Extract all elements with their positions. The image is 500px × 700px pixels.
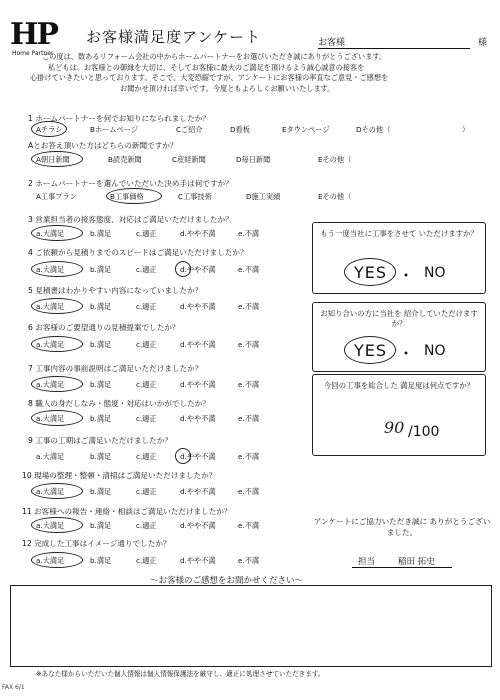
overall-score-question: 今回の工事を総合した 満足度は何点ですか？ <box>323 381 475 390</box>
rating-option[interactable]: c.適正 <box>136 302 157 311</box>
rating-option[interactable]: a.大満足 <box>36 414 65 423</box>
comment-header: ～お客様のご感想をお聞かせください～ <box>150 576 304 586</box>
rating-option[interactable]: c.適正 <box>136 521 157 530</box>
question-6-title: 6 お客様のご要望通りの見積提案でしたか？ <box>28 323 180 332</box>
rating-option[interactable]: b.満足 <box>90 556 112 565</box>
overall-score-box <box>312 374 486 456</box>
rating-option[interactable]: c.適正 <box>136 380 157 389</box>
question-4-title: 4 ご依頼から見積りまでのスピードはご満足いただけましたか？ <box>28 248 248 257</box>
selection-circle <box>31 336 83 352</box>
question-1-title: 1 ホームパートナーを何でお知りになられましたか？ <box>28 114 210 123</box>
rating-option[interactable]: b.満足 <box>90 302 112 311</box>
selection-circle <box>31 376 83 392</box>
rating-option[interactable]: e.不満 <box>238 340 260 349</box>
rating-option[interactable]: a.大満足 <box>36 302 65 311</box>
selection-circle <box>31 151 83 167</box>
rating-option[interactable]: d.やや不満 <box>180 340 216 349</box>
q1-option[interactable]: Dその他（ <box>356 125 391 134</box>
question-5-title: 5 見積書はわかりやすい内容になっていましたか？ <box>28 286 203 295</box>
rating-option[interactable]: d.やや不満 <box>180 521 216 530</box>
q1a-option[interactable]: B読売新聞 <box>108 155 142 164</box>
q1-option[interactable]: Eタウンページ <box>282 125 330 134</box>
rating-option[interactable]: d.やや不満 <box>180 556 216 565</box>
rating-option[interactable]: a.大満足 <box>36 229 65 238</box>
referral-no[interactable]: NO <box>424 343 446 359</box>
selection-circle <box>31 517 83 533</box>
rating-option[interactable]: a.大満足 <box>36 452 65 461</box>
selection-circle <box>31 225 83 241</box>
rating-option[interactable]: e.不満 <box>238 414 260 423</box>
selection-circle <box>106 188 162 204</box>
referral-yes[interactable]: YES <box>354 341 388 360</box>
intro-line: この度は、数あるリフォーム会社の中からホームパートナーをお選びいただき誠にありがとうございます。 <box>42 52 387 61</box>
rating-option[interactable]: d.やや不満 <box>180 302 216 311</box>
q1a-option[interactable]: Eその他（ <box>318 155 352 164</box>
referral-question: お知り合いの方に当社を 紹介していただけますか？ <box>320 309 478 328</box>
staff-underline <box>352 567 452 568</box>
yes-no-separator: ・ <box>398 344 416 363</box>
rating-option[interactable]: a.大満足 <box>36 265 65 274</box>
question-7-title: 7 工事内容の事前説明はご満足いただけましたか？ <box>28 364 203 373</box>
intro-text <box>30 52 490 94</box>
rating-option[interactable]: e.不満 <box>238 556 260 565</box>
customer-name-suffix: 様 <box>478 38 488 48</box>
logo-subtitle: Home Partner <box>12 50 54 57</box>
rating-option[interactable]: d.やや不満 <box>180 229 216 238</box>
selection-circle <box>31 552 83 568</box>
q1a-option[interactable]: D毎日新聞 <box>236 155 271 164</box>
rating-option[interactable]: d.やや不満 <box>180 452 216 461</box>
rating-option[interactable]: c.適正 <box>136 487 157 496</box>
rating-option[interactable]: c.適正 <box>136 452 157 461</box>
q2-option[interactable]: C工事技術 <box>178 192 212 201</box>
selection-circle <box>31 298 83 314</box>
q1-option[interactable]: Cご紹介 <box>176 125 203 134</box>
intro-line: お聞かせ頂ければ幸いです。今度ともよろしくお願いいたします。 <box>120 83 335 93</box>
rating-option[interactable]: d.やや不満 <box>180 265 216 274</box>
rating-option[interactable]: a.大満足 <box>36 521 65 530</box>
selection-circle <box>31 261 83 277</box>
rating-option[interactable]: a.大満足 <box>36 340 65 349</box>
question-3-title: 3 営業担当者の接客態度、対応はご満足いただけましたか？ <box>28 215 233 224</box>
rating-option[interactable]: b.満足 <box>90 414 112 423</box>
repeat-no[interactable]: NO <box>424 265 446 281</box>
repeat-order-question: もう一度当社に工事をさせて いただけますか？ <box>320 229 478 238</box>
q1a-option[interactable]: C産経新聞 <box>172 155 206 164</box>
repeat-yes[interactable]: YES <box>354 263 388 282</box>
rating-option[interactable]: b.満足 <box>90 380 112 389</box>
rating-option[interactable]: b.満足 <box>90 487 112 496</box>
rating-option[interactable]: b.満足 <box>90 521 112 530</box>
staff-label: 担当 <box>358 557 376 567</box>
rating-option[interactable]: c.適正 <box>136 229 157 238</box>
customer-name-label: お客様 <box>318 38 346 48</box>
rating-option[interactable]: b.満足 <box>90 229 112 238</box>
survey-title: お客様満足度アンケート <box>86 28 262 46</box>
rating-option[interactable]: b.満足 <box>90 265 112 274</box>
selection-circle <box>31 483 83 499</box>
q1a-option[interactable]: A朝日新聞 <box>36 155 70 164</box>
selection-circle <box>31 410 83 426</box>
rating-option[interactable]: e.不満 <box>238 302 260 311</box>
customer-name-field[interactable] <box>318 48 470 49</box>
rating-option[interactable]: b.満足 <box>90 452 112 461</box>
rating-option[interactable]: e.不満 <box>238 265 260 274</box>
comment-area[interactable] <box>10 585 492 667</box>
rating-option[interactable]: c.適正 <box>136 265 157 274</box>
question-8-title: 8 職人の身だしなみ・態度・対応はいかがでしたか？ <box>28 399 210 408</box>
thanks-message: アンケートにご協力いただき誠に ありがとうございました。 <box>313 517 491 537</box>
q2-option[interactable]: B工事価格 <box>110 192 144 201</box>
selection-circle <box>175 448 191 464</box>
rating-option[interactable]: e.不満 <box>238 452 260 461</box>
fax-mark: FAX 6/1 <box>2 684 25 691</box>
rating-option[interactable]: d.やや不満 <box>180 380 216 389</box>
q1-option[interactable]: D看板 <box>230 125 250 134</box>
rating-option[interactable]: c.適正 <box>136 414 157 423</box>
handwritten-score[interactable]: 90 <box>384 418 405 437</box>
q2-option[interactable]: Eその他（ <box>318 192 352 201</box>
question-10-title: 10 現場の整理・整頓・清掃はご満足いただけましたか？ <box>22 471 217 480</box>
rating-option[interactable]: c.適正 <box>136 556 157 565</box>
score-total: /100 <box>408 424 440 440</box>
q2-option[interactable]: A工事プラン <box>36 192 77 201</box>
q1-option[interactable]: Bホームページ <box>90 125 138 134</box>
question-11-title: 11 お客様への報告・連絡・相談はご満足いただけましたか？ <box>22 507 232 516</box>
rating-option[interactable]: c.適正 <box>136 340 157 349</box>
rating-option[interactable]: b.満足 <box>90 340 112 349</box>
question-9-title: 9 工事の工期はご満足いただけましたか？ <box>28 436 172 445</box>
question-2-title: 2 ホームパートナーを選んでいただいた決め手は何ですか？ <box>28 179 233 188</box>
rating-option[interactable]: a.大満足 <box>36 556 65 565</box>
rating-option[interactable]: d.やや不満 <box>180 414 216 423</box>
logo-mark: HP <box>10 17 57 52</box>
privacy-notice: ※あなた様からいただいた個人情報は個人情報保護法を厳守し、適正に処理させていただきます。 <box>36 670 325 678</box>
rating-option[interactable]: d.やや不満 <box>180 487 216 496</box>
intro-line: 心掛けていきたいと思っております。そこで、大変恐縮ですが、アンケートにお客様の率直なご意見・ご感想を <box>30 73 389 82</box>
selection-circle <box>175 261 191 277</box>
rating-option[interactable]: e.不満 <box>238 521 260 530</box>
rating-option[interactable]: a.大満足 <box>36 487 65 496</box>
question-12-title: 12 完成した工事はイメージ通りでしたか？ <box>22 539 171 548</box>
q1-option[interactable]: Aチラシ <box>36 125 63 134</box>
rating-option[interactable]: e.不満 <box>238 229 260 238</box>
rating-option[interactable]: a.大満足 <box>36 380 65 389</box>
q2-option[interactable]: D施工実績 <box>246 192 281 201</box>
rating-option[interactable]: e.不満 <box>238 487 260 496</box>
intro-line: 私どもは、お客様との御縁を大切に、そしてお客様に最大のご満足を頂けるよう誠心誠意の接客を <box>48 62 365 72</box>
question-1a-title: Aとお答え頂いた方はどちらの新聞ですか？ <box>28 141 178 150</box>
rating-option[interactable]: e.不満 <box>238 380 260 389</box>
yes-no-separator: ・ <box>398 266 416 285</box>
q1-option-close: ） <box>462 125 470 134</box>
staff-name: 稲田 拓史 <box>398 557 435 567</box>
selection-circle <box>31 121 67 137</box>
